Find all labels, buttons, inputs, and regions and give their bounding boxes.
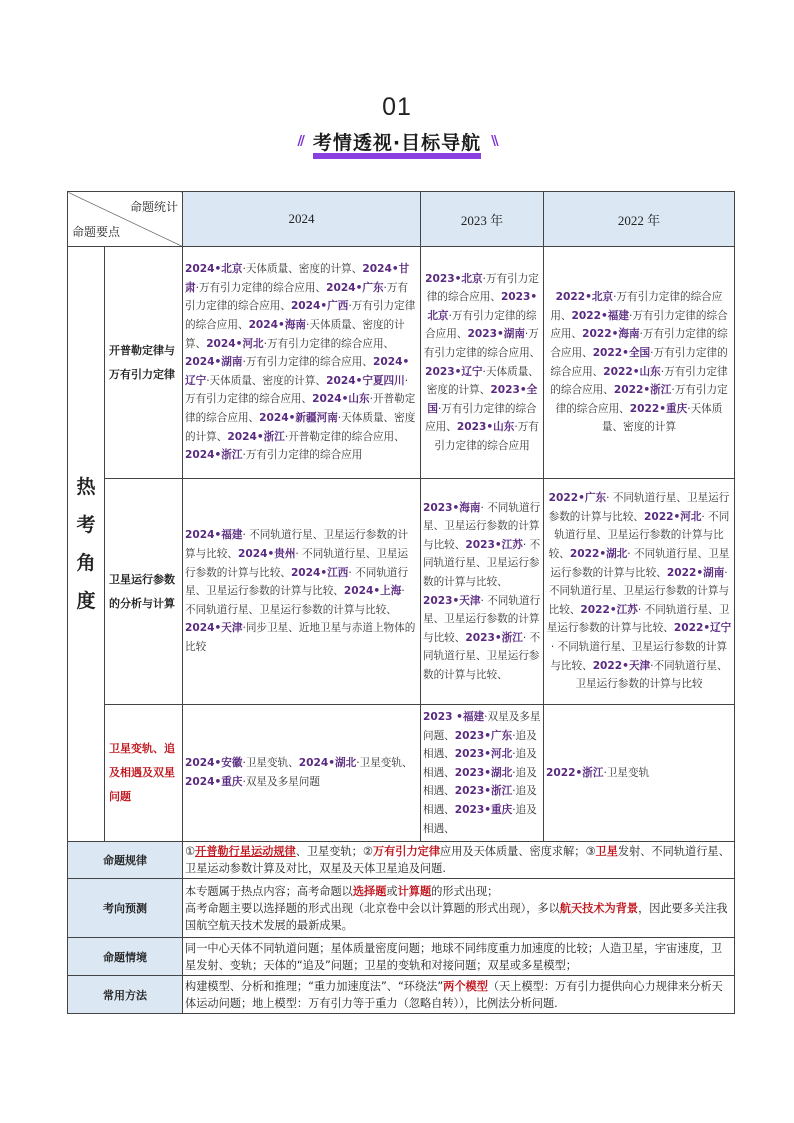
section-number: [0, 93, 794, 122]
exam-topic-text: · 不同轨道行星、卫星运行参数的计算与比较、: [548, 566, 730, 616]
exam-tag: 2024•湖北: [298, 757, 357, 770]
exam-tag: 2022•辽宁: [673, 622, 732, 635]
exam-topic-text: · 不同轨道行星、卫星运行参数的计算与比较、: [550, 640, 728, 672]
table-row: [68, 247, 735, 479]
exam-tag: 2023 •福建: [423, 711, 485, 723]
exam-analysis-table: [67, 191, 735, 1014]
exam-tag: 2024•广东: [326, 281, 384, 294]
year-header-2024: 2024: [183, 192, 421, 247]
cell-2024: [183, 479, 421, 705]
exam-tag: 2022•全国: [592, 346, 651, 359]
exam-topic-text: · 不同轨道行星、卫星运行参数的计算与比较、: [185, 566, 409, 598]
exam-tag: 2023•北京: [427, 291, 538, 322]
cell-2022: [544, 479, 735, 705]
exam-tag: 2024•北京: [185, 263, 243, 276]
exam-tag: 2024•宁夏四川: [326, 374, 405, 387]
exam-tag: 2024•河北: [206, 337, 264, 350]
exam-topic-text: · 不同轨道行星、卫星运行参数的计算与比较、: [423, 501, 541, 551]
exam-tag: 2022•湖北: [569, 548, 628, 561]
context-label: 命题情境: [68, 938, 183, 976]
exam-topic-text: ·万有引力定律的综合应用、: [550, 346, 728, 378]
exam-tag: 2024•海南: [248, 319, 307, 332]
exam-topic-text: ·万有引力定律的综合应用、: [425, 402, 537, 434]
section-title: [309, 128, 485, 155]
exam-topic-text: ·追及相遇、: [423, 748, 537, 779]
footer-row-method: [68, 976, 735, 1014]
exam-topic-text: ·追及相遇、: [423, 766, 537, 798]
corner-bottom-label: 命题要点: [72, 225, 121, 239]
exam-topic-text: ·开普勒定律的综合应用、: [185, 393, 416, 424]
topic-label: 开普勒定律与万有引力定律: [105, 247, 183, 479]
exam-topic-text: · 不同轨道行星、卫星运行参数的计算与比较、: [550, 548, 730, 579]
exam-tag: 2023•河北: [454, 748, 513, 761]
method-text: 构建模型、分析和推理；“重力加速度法”、“环绕法”两个模型（天上模型：万有引力提供向心力规律来分析天体运动问题；地上模型：万有引力等于重力（忽略自转）），比例法分析问题.: [183, 976, 735, 1014]
exam-topic-text: ·万有引力定律的综合应用: [434, 421, 539, 452]
exam-topic-text: ·万有引力定律的综合应用、: [426, 272, 539, 304]
exam-topic-text: ·万有引力定律的综合应用、: [423, 328, 541, 359]
exam-topic-text: ·卫星变轨: [603, 766, 650, 779]
year-header-2022: 2022 年: [544, 192, 735, 247]
cell-2023: [421, 247, 544, 479]
exam-tag: 2022•浙江: [613, 384, 672, 397]
exam-tag: 2024•贵州: [237, 548, 296, 561]
exam-topic-text: ·万有引力定律的综合应用、: [550, 328, 728, 359]
exam-topic-text: ·卫星变轨、: [356, 757, 413, 770]
exam-topic-text: ·万有引力定律的综合应用、: [185, 281, 409, 313]
exam-tag: 2023•辽宁: [425, 365, 483, 378]
exam-topic-text: ·天体质量、密度的计算: [601, 402, 723, 434]
exam-tag: 2022•河北: [643, 510, 702, 523]
exam-topic-text: ·万有引力定律的综合应用、: [550, 365, 728, 397]
rule-text: ①开普勒行星运动规律、卫星变轨；②万有引力定律应用及天体质量、密度求解；③卫星发射、不同轨道行星、卫星运动参数计算及对比，双星及天体卫星追及问题.: [183, 842, 735, 879]
exam-topic-text: ·天体质量、密度的计算、: [185, 411, 416, 443]
exam-tag: 2023•湖北: [454, 766, 513, 779]
exam-topic-text: · 不同轨道行星、卫星运行参数的计算与比较、: [546, 603, 730, 635]
section-title-block: [0, 128, 794, 155]
decor-slashes-left: //: [297, 134, 303, 149]
exam-tag: 2024•辽宁: [185, 356, 410, 387]
exam-tag: 2022•浙江: [546, 766, 604, 779]
exam-tag: 2023•天津: [423, 594, 481, 607]
exam-topic-text: ·万有引力定律的综合应用、: [550, 291, 723, 322]
exam-topic-text: ·开普勒定律的综合应用、: [284, 430, 405, 443]
exam-tag: 2023•海南: [423, 501, 481, 514]
header-row: [68, 192, 735, 247]
footer-row-trend: [68, 879, 735, 938]
section-number-text: 01: [382, 93, 412, 121]
cell-2024: [183, 247, 421, 479]
exam-tag: 2024•湖南: [185, 356, 243, 369]
exam-tag: 2023•江苏: [465, 538, 523, 551]
exam-tag: 2022•福建: [571, 309, 629, 322]
exam-topic-text: ·天体质量、密度的计算、: [206, 374, 327, 387]
exam-topic-text: ·同步卫星、近地卫星与赤道上物体的比较: [185, 622, 416, 653]
exam-topic-text: · 不同轨道行星、卫星运行参数的计算与比较、: [423, 631, 541, 681]
exam-topic-text: ·天体质量、密度的计算、: [426, 365, 539, 397]
exam-topic-text: ·万有引力定律的综合应用: [242, 449, 363, 462]
trend-label: 考向预测: [68, 879, 183, 938]
exam-tag: 2024•重庆: [185, 776, 243, 789]
exam-topic-text: ·追及相遇、: [423, 729, 537, 761]
exam-tag: 2024•山东: [312, 393, 370, 406]
table-row: [68, 479, 735, 705]
exam-tag: 2022•湖南: [666, 566, 725, 579]
context-text: 同一中心天体不同轨道问题；星体质量密度问题；地球不同纬度重力加速度的比较；人造卫星，宇宙速度，卫星发射、变轨；天体的“追及”问题；卫星的变轨和对接问题；双星或多星模型；: [183, 938, 735, 976]
cell-2023: [421, 705, 544, 842]
year-header-2023: 2023 年: [421, 192, 544, 247]
topic-label: 卫星运行参数的分析与计算: [105, 479, 183, 705]
exam-tag: 2023•广东: [454, 729, 513, 742]
exam-topic-text: · 不同轨道行星、卫星运行参数的计算与比较、: [423, 594, 541, 644]
exam-topic-text: ·双星及多星问题: [242, 776, 320, 789]
cell-2022: [544, 247, 735, 479]
cell-2022: [544, 705, 735, 842]
exam-tag: 2024•江西: [290, 566, 349, 579]
exam-tag: 2024•浙江: [227, 430, 285, 443]
corner-top-label: 命题统计: [129, 200, 178, 214]
exam-tag: 2024•安徽: [185, 757, 243, 770]
footer-row-rules: [68, 842, 735, 879]
exam-topic-text: ·万有引力定律的综合应用、: [242, 356, 373, 369]
section-title-text: 考情透视·目标导航: [312, 132, 482, 154]
exam-tag: 2023•浙江: [454, 785, 513, 798]
exam-tag: 2023•浙江: [465, 631, 523, 644]
exam-topic-text: · 不同轨道行星、卫星运行参数的计算与比较、: [548, 492, 730, 523]
exam-tag: 2022•广东: [548, 492, 607, 505]
trend-text: 本专题属于热点内容；高考命题以选择题或计算题的形式出现； 高考命题主要以选择题的形式出现（北京卷中会以计算题的形式出现），多以航天技术为背景，因此要多关注我国航空航天技术发展的最新成果。: [183, 879, 735, 938]
exam-tag: 2022•北京: [555, 291, 614, 304]
exam-topic-text: ·不同轨道行星、卫星运行参数的计算与比较: [575, 659, 728, 691]
exam-tag: 2022•山东: [603, 365, 661, 378]
exam-tag: 2024•天津: [185, 622, 243, 635]
exam-topic-text: · 不同轨道行星、卫星运行参数的计算与比较、: [548, 510, 730, 561]
exam-tag: 2022•江苏: [580, 603, 638, 616]
cell-2023: [421, 479, 544, 705]
exam-topic-text: ·万有引力定律的综合应用、: [185, 374, 409, 406]
exam-tag: 2023•全国: [427, 384, 538, 415]
rule-label: 命题规律: [68, 842, 183, 879]
exam-topic-text: ·天体质量、密度的计算、: [242, 263, 363, 276]
exam-topic-text: ·卫星变轨、: [242, 757, 299, 770]
exam-topic-text: · 不同轨道行星、卫星运行参数的计算与比较、: [423, 538, 541, 588]
exam-tag: 2022•重庆: [629, 402, 688, 415]
table-row: [68, 705, 735, 842]
exam-topic-text: ·双星及多星问题、: [423, 711, 541, 742]
exam-tag: 2024•甘肃: [185, 263, 410, 294]
exam-topic-text: · 不同轨道行星、卫星运行参数的计算与比较、: [185, 548, 409, 579]
exam-topic-text: · 不同轨道行星、卫星运行参数的计算与比较、: [185, 529, 409, 561]
method-label: 常用方法: [68, 976, 183, 1014]
exam-tag: 2023•北京: [425, 272, 483, 285]
category-vertical-label: 热 考 角 度: [68, 247, 105, 842]
footer-row-context: [68, 938, 735, 976]
exam-tag: 2024•新疆河南: [259, 411, 338, 424]
exam-topic-text: ·天体质量、密度的计算、: [185, 319, 405, 350]
exam-tag: 2024•浙江: [185, 449, 243, 462]
exam-topic-text: ·万有引力定律的综合应用、: [185, 300, 416, 332]
exam-topic-text: ·追及相遇、: [423, 785, 537, 816]
exam-tag: 2024•广西: [290, 300, 349, 313]
exam-tag: 2023•重庆: [454, 803, 513, 816]
exam-topic-text: ·万有引力定律的综合应用、: [263, 337, 395, 350]
exam-topic-text: ·万有引力定律的综合应用、: [195, 281, 327, 294]
header-corner-cell: [68, 192, 183, 247]
exam-tag: 2023•湖南: [467, 328, 525, 341]
cell-2024: [183, 705, 421, 842]
exam-tag: 2024•上海: [343, 585, 402, 598]
exam-tag: 2022•海南: [582, 328, 640, 341]
exam-tag: 2022•天津: [592, 659, 651, 672]
exam-topic-text: ·万有引力定律的综合应用、: [425, 309, 537, 341]
decor-slashes-right: \\: [491, 134, 497, 149]
exam-tag: 2023•山东: [456, 421, 515, 434]
exam-topic-text: ·万有引力定律的综合应用、: [555, 384, 728, 415]
exam-topic-text: ·万有引力定律的综合应用、: [550, 309, 728, 341]
exam-topic-text: ·追及相遇、: [423, 803, 537, 835]
topic-label: 卫星变轨、追及相遇及双星问题: [105, 705, 183, 842]
exam-tag: 2024•福建: [185, 529, 243, 542]
exam-topic-text: · 不同轨道行星、卫星运行参数的计算与比较、: [185, 585, 405, 616]
